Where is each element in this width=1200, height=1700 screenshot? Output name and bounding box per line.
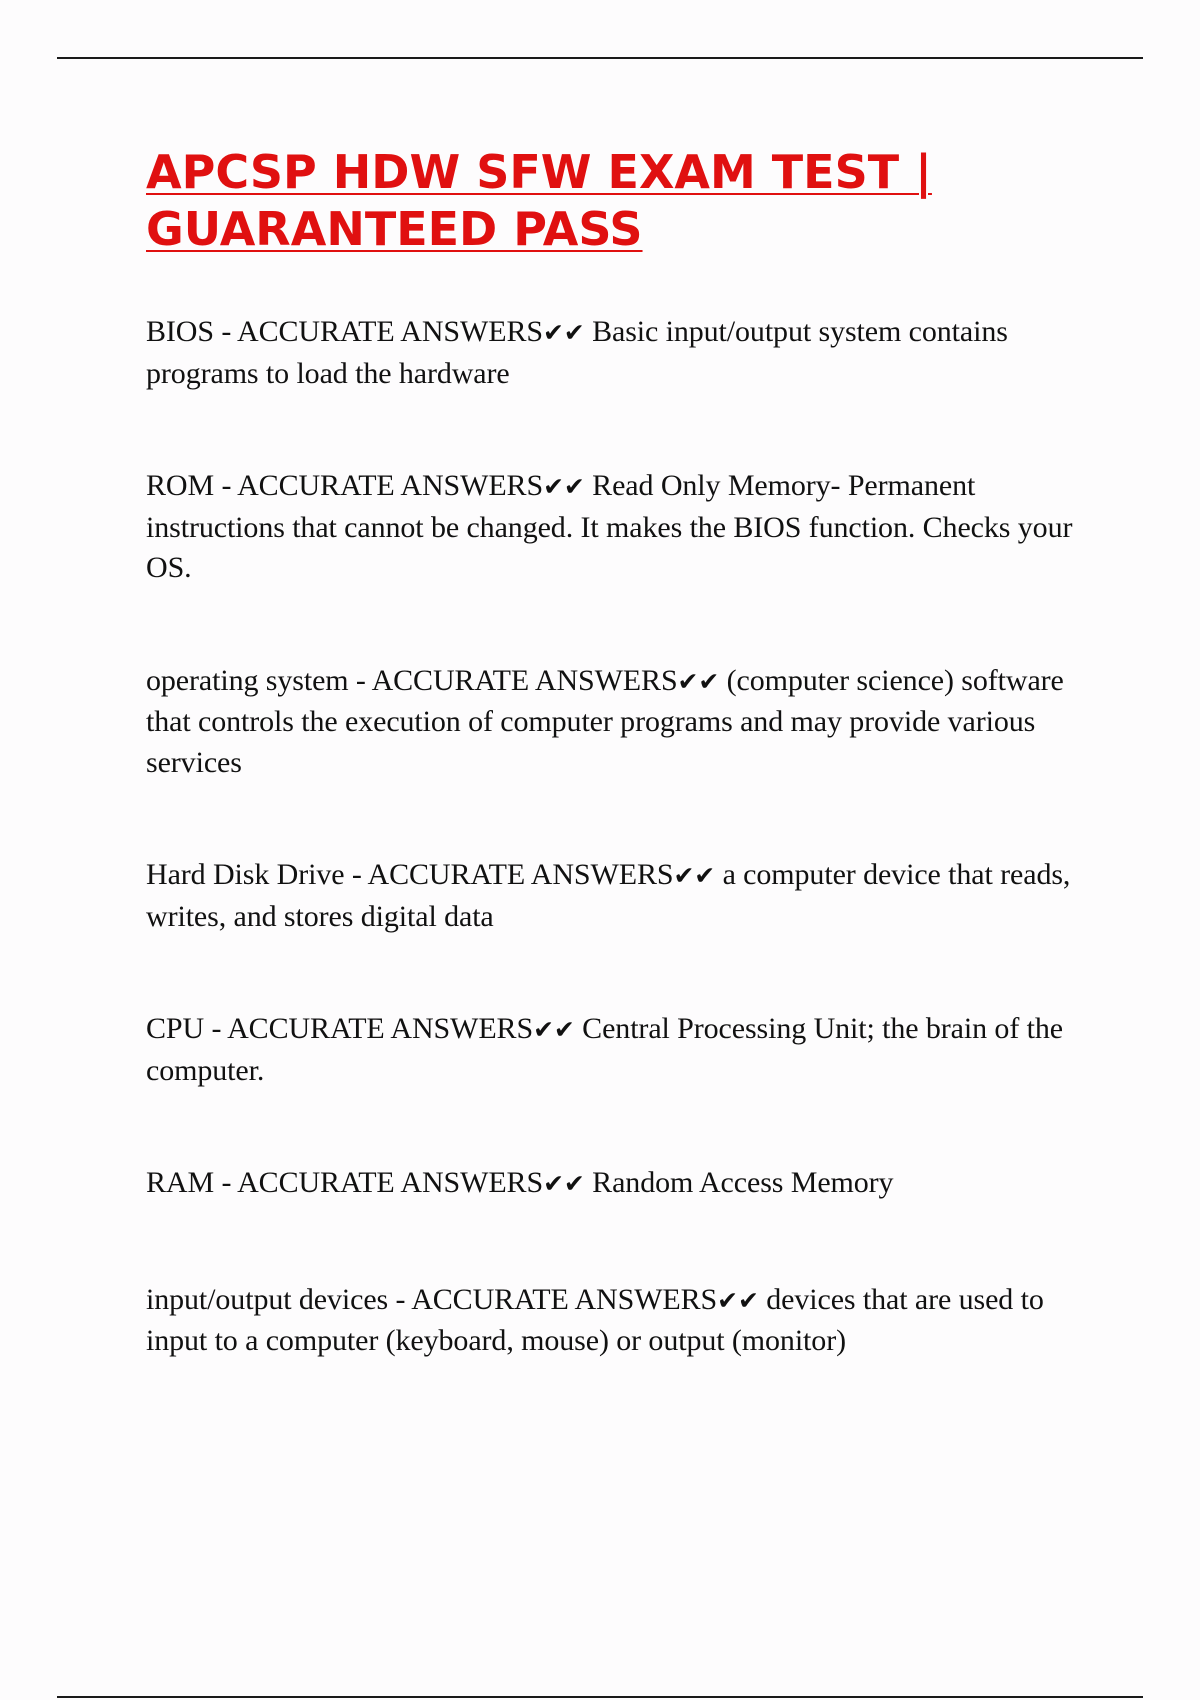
check-mark-icon: ✔✔ (543, 1169, 585, 1198)
document-title: APCSP HDW SFW EXAM TEST | GUARANTEED PASS (146, 145, 932, 256)
check-mark-icon: ✔✔ (677, 666, 720, 696)
entry-cpu: CPU - ACCURATE ANSWERS✔✔ Central Processing Unit; the brain of the computer. (146, 1012, 1063, 1087)
entry-term: BIOS (146, 315, 214, 348)
entry-marker: ACCURATE ANSWERS (371, 663, 678, 697)
entry-marker: ACCURATE ANSWERS (237, 315, 543, 348)
check-mark-icon: ✔✔ (542, 318, 585, 347)
entries-list (146, 312, 1096, 1362)
entry-term: RAM (146, 1166, 215, 1199)
entry-definition: Read Only Memory- Permanent instructions that cannot be changed. It makes the BIOS function. Checks your OS. (146, 469, 1073, 584)
check-mark-icon: ✔✔ (717, 1285, 759, 1315)
entry-marker: ACCURATE ANSWERS (411, 1282, 718, 1316)
entry-term: CPU (146, 1012, 205, 1045)
top-rule (57, 57, 1143, 59)
entry-input-output-devices: input/output devices - ACCURATE ANSWERS✔✔ devices that are used to input to a computer (keyboard, mouse) or output (monitor) (146, 1282, 1044, 1357)
entry-definition: Central Processing Unit; the brain of the computer. (146, 1012, 1063, 1087)
entry-hard-disk-drive: Hard Disk Drive - ACCURATE ANSWERS✔✔ a computer device that reads, writes, and stores digital data (146, 858, 1071, 933)
entry-term: input/output devices (146, 1282, 389, 1316)
bottom-rule (57, 1696, 1143, 1698)
entry-ram: RAM - ACCURATE ANSWERS✔✔ Random Access Memory (146, 1166, 894, 1199)
entry-bios: BIOS - ACCURATE ANSWERS✔✔ Basic input/output system contains programs to load the hardware (146, 315, 1008, 390)
entry-rom: ROM - ACCURATE ANSWERS✔✔ Read Only Memory- Permanent instructions that cannot be changed. It makes the BIOS function. Checks your OS. (146, 469, 1073, 584)
entry-term: Hard Disk Drive (146, 858, 345, 891)
entry-marker: ACCURATE ANSWERS (227, 1012, 534, 1045)
entry-operating-system: operating system - ACCURATE ANSWERS✔✔ (computer science) software that controls the execution of computer programs and may provide various services (146, 663, 1064, 779)
entry-marker: ACCURATE ANSWERS (237, 1166, 544, 1199)
entry-marker: ACCURATE ANSWERS (367, 858, 674, 891)
check-mark-icon: ✔✔ (673, 861, 716, 890)
check-mark-icon: ✔✔ (533, 1015, 575, 1044)
entry-definition: Basic input/output system contains programs to load the hardware (146, 315, 1008, 390)
entry-marker: ACCURATE ANSWERS (237, 469, 544, 502)
entry-definition: devices that are used to input to a computer (keyboard, mouse) or output (monitor) (146, 1282, 1044, 1357)
entry-term: operating system (146, 663, 349, 697)
entry-definition: a computer device that reads, writes, and stores digital data (146, 858, 1071, 933)
check-mark-icon: ✔✔ (543, 472, 585, 501)
entry-term: ROM (146, 469, 215, 502)
entry-definition: (computer science) software that controls the execution of computer programs and may provide various services (146, 663, 1064, 779)
entry-definition: Random Access Memory (592, 1166, 894, 1199)
